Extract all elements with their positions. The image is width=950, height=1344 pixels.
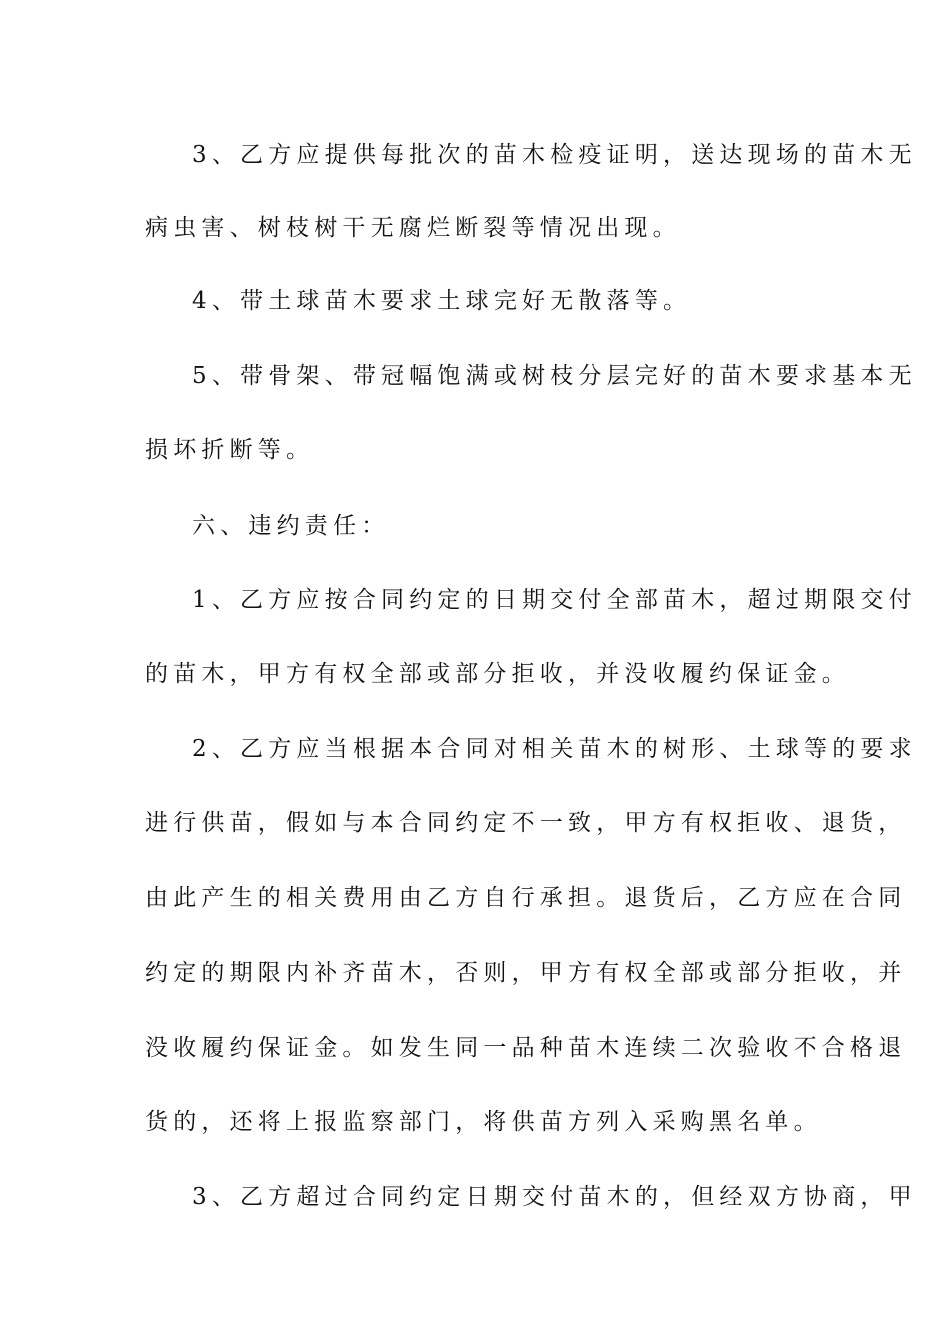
text-line: 1、乙方应按合同约定的日期交付全部苗木，超过期限交付 — [192, 587, 917, 613]
section-heading: 六、违约责任： — [192, 513, 390, 539]
text-line: 4、带土球苗木要求土球完好无散落等。 — [192, 288, 692, 314]
text-line: 没收履约保证金。如发生同一品种苗木连续二次验收不合格退 — [145, 1035, 907, 1061]
text-line: 3、乙方应提供每批次的苗木检疫证明，送达现场的苗木无 — [192, 142, 917, 168]
text-line: 损坏折断等。 — [145, 437, 315, 463]
text-line: 病虫害、树枝树干无腐烂断裂等情况出现。 — [145, 215, 681, 241]
text-line: 的苗木，甲方有权全部或部分拒收，并没收履约保证金。 — [145, 661, 850, 687]
text-line: 2、乙方应当根据本合同对相关苗木的树形、土球等的要求 — [192, 736, 917, 762]
text-line: 3、乙方超过合同约定日期交付苗木的，但经双方协商，甲 — [192, 1184, 917, 1210]
text-line: 进行供苗，假如与本合同约定不一致，甲方有权拒收、退货， — [145, 810, 907, 836]
text-line: 约定的期限内补齐苗木，否则，甲方有权全部或部分拒收，并 — [145, 960, 907, 986]
text-line: 5、带骨架、带冠幅饱满或树枝分层完好的苗木要求基本无 — [192, 363, 917, 389]
text-line: 由此产生的相关费用由乙方自行承担。退货后，乙方应在合同 — [145, 885, 907, 911]
text-line: 货的，还将上报监察部门，将供苗方列入采购黑名单。 — [145, 1109, 822, 1135]
